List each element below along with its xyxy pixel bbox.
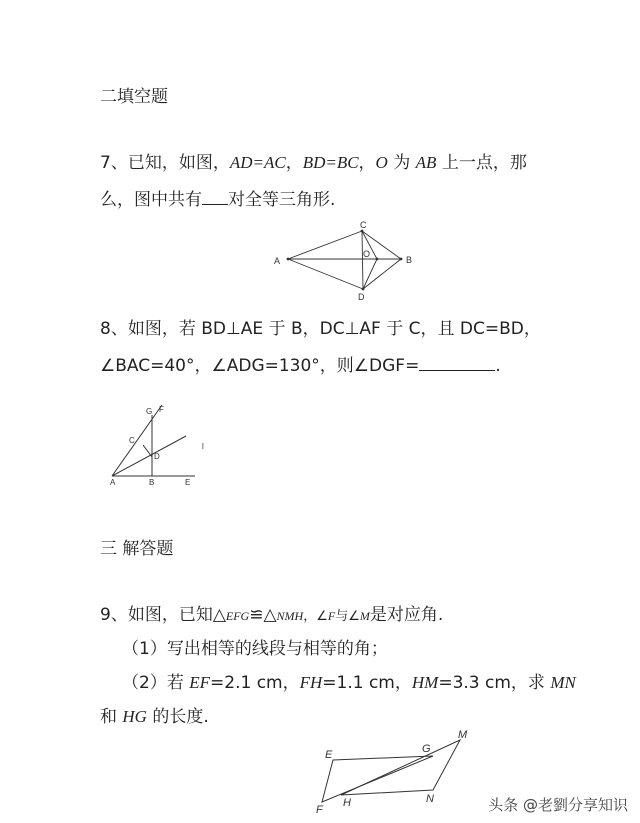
q7-mid: 为 <box>387 153 416 173</box>
q8-line2-text: ∠BAC=40°，∠ADG=130°，则∠DGF= <box>100 356 420 376</box>
q7-sep1: ， <box>285 153 303 173</box>
q7-point-o: O <box>375 153 388 172</box>
q8-label-l: l <box>202 442 204 451</box>
q7-figure <box>270 220 420 302</box>
q9-hm: HM <box>411 673 439 692</box>
q9-label-g: G <box>422 743 431 755</box>
q9-part2 <box>122 672 576 694</box>
q7-line2-end: 对全等三角形. <box>228 190 336 210</box>
q7-sep2: ， <box>358 153 376 173</box>
q9-with: 与∠ <box>335 609 360 624</box>
q9-part1: （1）写出相等的线段与相等的角； <box>122 639 388 659</box>
q9-part2-text: （2）若 <box>122 673 190 693</box>
q8-line2 <box>100 354 501 377</box>
q9-line3-text: 和 <box>100 707 123 727</box>
q8-label-c: C <box>129 436 135 445</box>
q7-label-c: C <box>360 220 367 230</box>
q9-line1-end: 是对应角. <box>369 605 444 625</box>
q7-label-b: B <box>406 255 413 265</box>
q9-label-e: E <box>325 749 333 761</box>
q9-v3: =3.3 cm，求 <box>438 673 551 693</box>
q9-ef: EF <box>189 673 211 692</box>
q9-label-h: H <box>343 797 351 809</box>
q8-line2-end: . <box>495 356 501 376</box>
q9-fh: FH <box>299 673 323 692</box>
watermark: 头条 @老劉分享知识 <box>488 796 628 814</box>
q7-bd-eq-bc: BD=BC <box>302 153 359 172</box>
q7-text: 7、已知，如图， <box>100 153 230 173</box>
q9-label-f: F <box>316 804 323 816</box>
q7-line2 <box>100 188 335 211</box>
q9-hg: HG <box>122 707 147 726</box>
section-heading-answer: 三 解答题 <box>100 539 174 559</box>
q7-line1 <box>100 152 527 174</box>
q7-segment-ab: AB <box>415 153 437 172</box>
q7-label-d: D <box>358 292 365 302</box>
q7-ad-eq-ac: AD=AC <box>229 153 286 172</box>
q7-label-o: O <box>363 249 371 259</box>
q8-line1: 8、如图，若 BD⊥AE 于 B，DC⊥AF 于 C，且 DC=BD， <box>100 319 541 339</box>
q9-line3 <box>100 706 209 728</box>
q9-line3-end: 的长度. <box>146 707 209 727</box>
q7-answer-blank[interactable] <box>202 188 228 205</box>
q8-figure <box>90 396 220 496</box>
q9-angle-f: F <box>327 609 336 623</box>
q9-cong: ≌△ <box>249 605 277 625</box>
q8-answer-blank[interactable] <box>419 354 495 371</box>
q8-label-e: E <box>185 478 191 487</box>
q9-efg: EFG <box>225 609 250 623</box>
q8-label-a: A <box>110 478 116 487</box>
q9-comma: ，∠ <box>303 609 328 624</box>
q8-label-g: G <box>146 407 153 416</box>
q7-label-a: A <box>274 256 281 266</box>
q8-label-d: D <box>154 452 160 461</box>
q9-v2: =1.1 cm， <box>322 673 412 693</box>
q9-line1 <box>100 604 443 628</box>
q9-nmh: NMH <box>276 609 304 623</box>
q9-label-m: M <box>458 729 468 741</box>
q9-angle-m: M <box>359 609 370 623</box>
q7-line2-text: 么，图中共有 <box>100 190 202 210</box>
q9-mn: MN <box>550 673 576 692</box>
q9-label-n: N <box>426 793 434 805</box>
q9-figure <box>312 728 482 818</box>
q9-v1: =2.1 cm， <box>210 673 300 693</box>
q8-label-b: B <box>149 478 155 487</box>
section-heading-fill-blank: 二填空题 <box>100 87 168 107</box>
q7-line1-end: 上一点，那 <box>436 153 527 173</box>
q9-text: 9、如图，已知△ <box>100 605 226 625</box>
q8-label-f: F <box>159 405 164 414</box>
